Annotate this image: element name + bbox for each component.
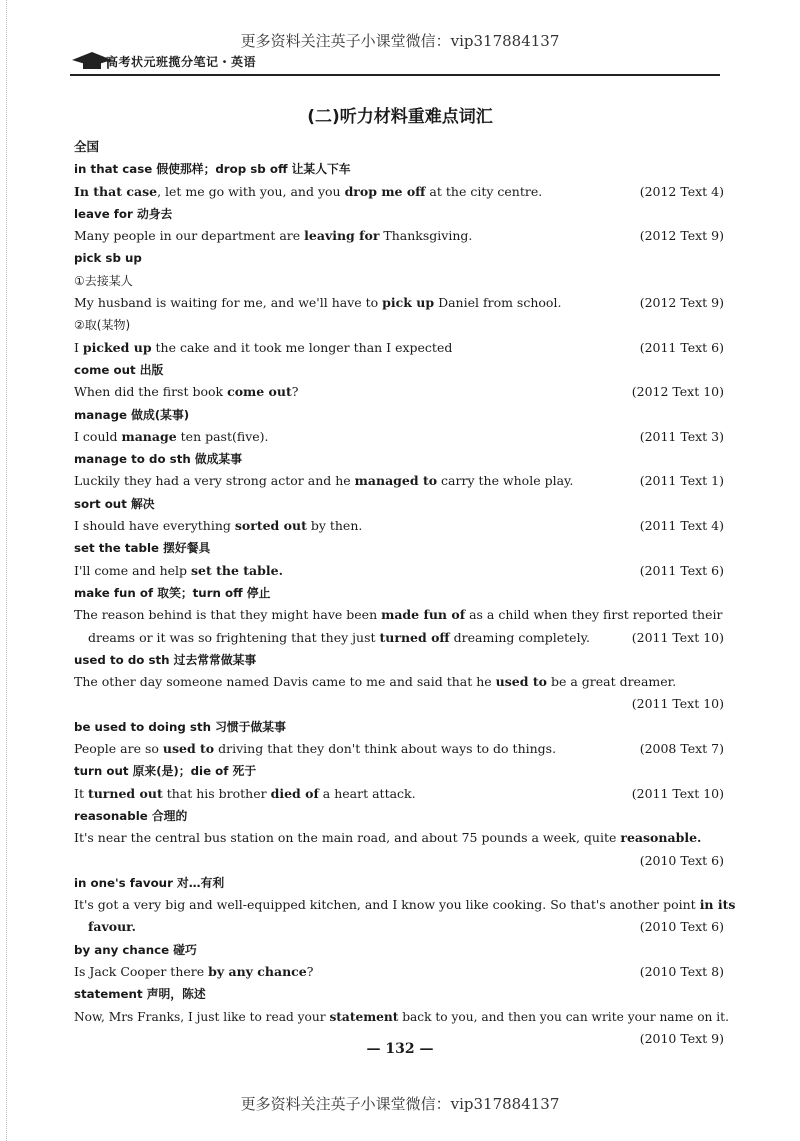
example-chance: Is Jack Cooper there by any chance? (2010 Text 8) [74, 961, 724, 983]
header-title: 高考状元班揽分笔记・英语 [106, 55, 257, 69]
category-label: 全国 [74, 139, 100, 154]
source-citation: (2008 Text 7) [639, 741, 724, 757]
example-sentence: My husband is waiting for me, and we'll have to pick up Daniel from school. (2012 Text 9) [74, 292, 724, 314]
entry-sense: ①去接某人 [74, 273, 133, 288]
entry-head: set the table 摆好餐具 [74, 541, 211, 556]
example-sentence: I should have everything sorted out by then. (2011 Text 4) [74, 515, 724, 537]
example-favour-line1: It's got a very big and well-equipped kitchen, and I know you like cooking. So that's another point in its [74, 897, 736, 913]
example-be-used: People are so used to driving that they don't think about ways to do things. (2008 Text 7) [74, 738, 724, 760]
source-citation: (2012 Text 9) [639, 228, 724, 244]
source-citation: (2011 Text 4) [639, 518, 724, 534]
source-citation: (2011 Text 3) [639, 428, 724, 444]
source-citation: (2011 Text 10) [631, 629, 724, 645]
example-sentence: In that case, let me go with you, and you drop me off at the city centre. (2012 Text 4) [74, 181, 724, 203]
source-citation: (2012 Text 9) [639, 295, 724, 311]
example-turn-out: It turned out that his brother died of a heart attack. (2011 Text 10) [74, 783, 724, 805]
example-reasonable: It's near the central bus station on the main road, and about 75 pounds a week, quite reasonable. [74, 830, 702, 846]
entries-container [74, 158, 724, 604]
example-sentence: When did the first book come out? (2012 Text 10) [74, 381, 724, 403]
entry-head: sort out 解决 [74, 496, 155, 511]
source-citation: (2012 Text 4) [639, 183, 724, 199]
source-line [74, 850, 724, 872]
vocab-list [74, 136, 736, 1050]
watermark-top: 更多资料关注英子小课堂微信：vip317884137 [240, 32, 560, 50]
source-citation: (2010 Text 6) [639, 919, 724, 935]
source-citation: (2011 Text 6) [639, 339, 724, 355]
example-used-to: The other day someone named Davis came to me and said that he used to be a great dreamer. [74, 674, 677, 690]
example-make-fun-line2: dreams or it was so frightening that they just turned off dreaming completely. (2011 Text 10) [74, 627, 724, 649]
source-citation: (2011 Text 6) [639, 562, 724, 578]
source-citation: (2010 Text 8) [639, 963, 724, 979]
example-sentence: I could manage ten past(five). (2011 Text 3) [74, 426, 724, 448]
watermark-bottom: 更多资料关注英子小课堂微信：vip317884137 [240, 1095, 560, 1113]
entry-head: in one's favour 对…有利 [74, 875, 225, 890]
entry-sense: ②取(某物) [74, 318, 131, 333]
entry-head: statement 声明，陈述 [74, 987, 206, 1002]
entry-head: by any chance 碰巧 [74, 942, 197, 957]
example-make-fun-line1: The reason behind is that they might have been made fun of as a child when they first reported their [74, 607, 723, 623]
entry-head: pick sb up [74, 251, 142, 266]
entry-head: in that case 假使那样；drop sb off 让某人下车 [74, 162, 351, 177]
entry-head: manage to do sth 做成某事 [74, 452, 243, 467]
example-statement: Now, Mrs Franks, I just like to read your statement back to you, and then you can write your name on it. [74, 1009, 729, 1024]
entry-head: turn out 原来(是)；die of 死于 [74, 764, 257, 779]
source-citation: (2011 Text 10) [631, 785, 724, 801]
entry-head: reasonable 合理的 [74, 808, 188, 823]
entry-head: come out 出版 [74, 362, 164, 377]
entry-head: be used to doing sth 习惯于做某事 [74, 719, 286, 734]
entry-head: used to do sth 过去常常做某事 [74, 652, 257, 667]
example-sentence: Luckily they had a very strong actor and he managed to carry the whole play. (2011 Text 1) [74, 470, 724, 492]
example-favour-line2: favour. (2010 Text 6) [74, 916, 724, 938]
example-sentence: I picked up the cake and it took me longer than I expected (2011 Text 6) [74, 337, 724, 359]
section-title: (二)听力材料重难点词汇 [307, 107, 493, 127]
source-line [74, 693, 724, 715]
example-sentence: Many people in our department are leaving for Thanksgiving. (2012 Text 9) [74, 225, 724, 247]
page-margin-rule [6, 0, 8, 1141]
example-sentence: I'll come and help set the table. (2011 Text 6) [74, 560, 724, 582]
entry-head: leave for 动身去 [74, 206, 173, 221]
source-citation: (2011 Text 10) [631, 696, 724, 712]
source-citation: (2012 Text 10) [631, 384, 724, 400]
page-number: — 132 — [366, 1041, 434, 1057]
page-header [70, 50, 720, 76]
source-citation: (2010 Text 6) [639, 852, 724, 868]
source-citation: (2010 Text 9) [639, 1030, 724, 1046]
entry-head: manage 做成(某事) [74, 407, 190, 422]
source-citation: (2011 Text 1) [639, 473, 724, 489]
entry-head: make fun of 取笑；turn off 停止 [74, 585, 271, 600]
